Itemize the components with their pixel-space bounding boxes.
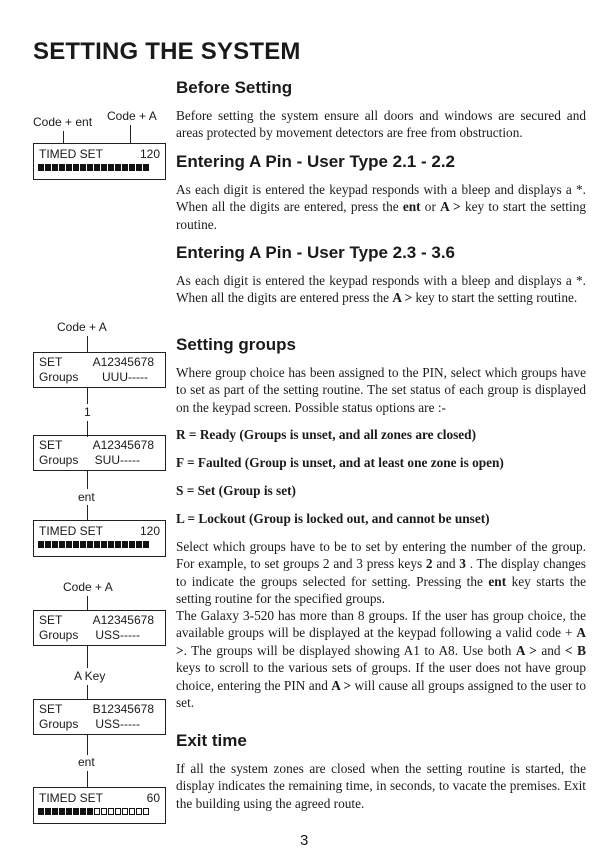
bar-segment [45, 164, 51, 171]
connector [87, 471, 88, 489]
bar-segment [115, 164, 121, 171]
connector [87, 771, 88, 787]
paragraph-pin-2-3: As each digit is entered the keypad responds with a bleep and displays a *. When all the digits are entered press the A > key to start the setting routine. [176, 273, 586, 306]
bar-segment [38, 808, 44, 815]
connector [87, 646, 88, 668]
bar-segment [38, 164, 44, 171]
connector [87, 596, 88, 610]
bar-segment [73, 808, 79, 815]
bar-segment [66, 541, 72, 548]
bar-segment [80, 541, 86, 548]
paragraph-select-groups: Select which groups have to be to set by entering the number of the group. For example, to set groups 2 and 3 press keys 2 and 3 . The display changes to indicate the groups selected for setting. Pressing the ent key starts the setting routine for the specified groups. [176, 539, 587, 607]
connector [87, 685, 88, 699]
status-set: S = Set (Group is set) [176, 483, 296, 498]
label-code-ent: Code + ent [33, 115, 93, 129]
paragraph-before-setting: Before setting the system ensure all doors and windows are secured and areas protected by movement detectors are free from obstruction. [176, 108, 586, 141]
bar-segment [122, 541, 128, 548]
lcd-display-groups-uss-a: SET A12345678 Groups USS----- [33, 610, 166, 646]
bar-segment [80, 164, 86, 171]
heading-before-setting: Before Setting [176, 78, 293, 97]
connector [87, 505, 88, 521]
bar-segment [143, 808, 149, 815]
bar-segment [87, 808, 93, 815]
countdown-bar [34, 541, 165, 548]
bar-segment [59, 164, 65, 171]
bar-segment [66, 164, 72, 171]
lcd-display-timed-set-60: TIMED SET 60 [33, 787, 166, 824]
connector [87, 336, 88, 352]
bar-segment [122, 808, 128, 815]
bar-segment [129, 808, 135, 815]
label-key-1: 1 [84, 405, 91, 419]
paragraph-pin-2-1: As each digit is entered the keypad responds with a bleep and displays a *. When all the digits are entered, press the ent or A > key to start the setting routine. [176, 182, 586, 232]
bar-segment [143, 541, 149, 548]
bar-segment [59, 808, 65, 815]
lcd-display-timed-set-1: TIMED SET 120 [33, 143, 166, 180]
connector [87, 735, 88, 755]
bar-segment [94, 808, 100, 815]
paragraph-galaxy-groups: The Galaxy 3-520 has more than 8 groups. If the user has group choice, the available groups will be displayed at the keypad following a valid code + A >. The groups will be displayed showing A1 to A8. Use both A > and < B keys to scroll to the various sets of groups. If the user does not have group choice, entering the PIN and A > will cause all groups assigned to the user to set. [176, 608, 587, 711]
bar-segment [101, 808, 107, 815]
paragraph-exit-time: If all the system zones are closed when the setting routine is started, the display indicates the remaining time, in seconds, to vacate the premises. Exit the building using the agreed route. [176, 761, 586, 811]
bar-segment [94, 164, 100, 171]
lcd-display-groups-uss-b: SET B12345678 Groups USS----- [33, 699, 166, 735]
bar-segment [122, 164, 128, 171]
bar-segment [45, 541, 51, 548]
bar-segment [136, 164, 142, 171]
heading-pin-2-3: Entering A Pin - User Type 2.3 - 3.6 [176, 243, 455, 262]
label-a-key: A Key [74, 669, 106, 683]
bar-segment [52, 808, 58, 815]
status-lockout: L = Lockout (Group is locked out, and cannot be unset) [176, 511, 490, 526]
bar-segment [73, 541, 79, 548]
bar-segment [38, 541, 44, 548]
bar-segment [101, 164, 107, 171]
bar-segment [136, 541, 142, 548]
label-code-a: Code + A [57, 320, 107, 334]
countdown-bar [34, 808, 165, 815]
bar-segment [45, 808, 51, 815]
heading-pin-2-1: Entering A Pin - User Type 2.1 - 2.2 [176, 152, 455, 171]
bar-segment [59, 541, 65, 548]
status-faulted: F = Faulted (Group is unset, and at least one zone is open) [176, 455, 504, 470]
status-ready: R = Ready (Groups is unset, and all zones are closed) [176, 427, 477, 442]
lcd-display-timed-set-2: TIMED SET 120 [33, 520, 166, 557]
bar-segment [108, 164, 114, 171]
page-number: 3 [300, 832, 309, 849]
bar-segment [52, 164, 58, 171]
bar-segment [108, 808, 114, 815]
bar-segment [66, 808, 72, 815]
bar-segment [80, 808, 86, 815]
bar-segment [129, 541, 135, 548]
label-code-a-top: Code + A [107, 109, 157, 123]
paragraph-setting-groups: Where group choice has been assigned to the PIN, select which groups have to set as part of the setting routine. The set status of each group is displayed on the keypad screen. Possible status options are :- [176, 365, 586, 415]
connector [63, 131, 64, 143]
bar-segment [73, 164, 79, 171]
label-code-a: Code + A [63, 580, 113, 594]
connector [87, 388, 88, 404]
lcd-display-groups-uuu: SET A12345678 Groups UUU----- [33, 352, 166, 388]
connector [130, 125, 131, 143]
bar-segment [87, 541, 93, 548]
bar-segment [52, 541, 58, 548]
countdown-bar [34, 164, 165, 171]
bar-segment [136, 808, 142, 815]
label-ent: ent [78, 755, 95, 769]
label-ent: ent [78, 490, 95, 504]
heading-exit-time: Exit time [176, 731, 247, 750]
heading-setting-groups: Setting groups [176, 335, 296, 354]
bar-segment [108, 541, 114, 548]
bar-segment [87, 164, 93, 171]
bar-segment [143, 164, 149, 171]
bar-segment [94, 541, 100, 548]
lcd-display-groups-suu: SET A12345678 Groups SUU----- [33, 435, 166, 471]
bar-segment [129, 164, 135, 171]
bar-segment [101, 541, 107, 548]
bar-segment [115, 808, 121, 815]
page-title: SETTING THE SYSTEM [33, 38, 301, 65]
bar-segment [115, 541, 121, 548]
